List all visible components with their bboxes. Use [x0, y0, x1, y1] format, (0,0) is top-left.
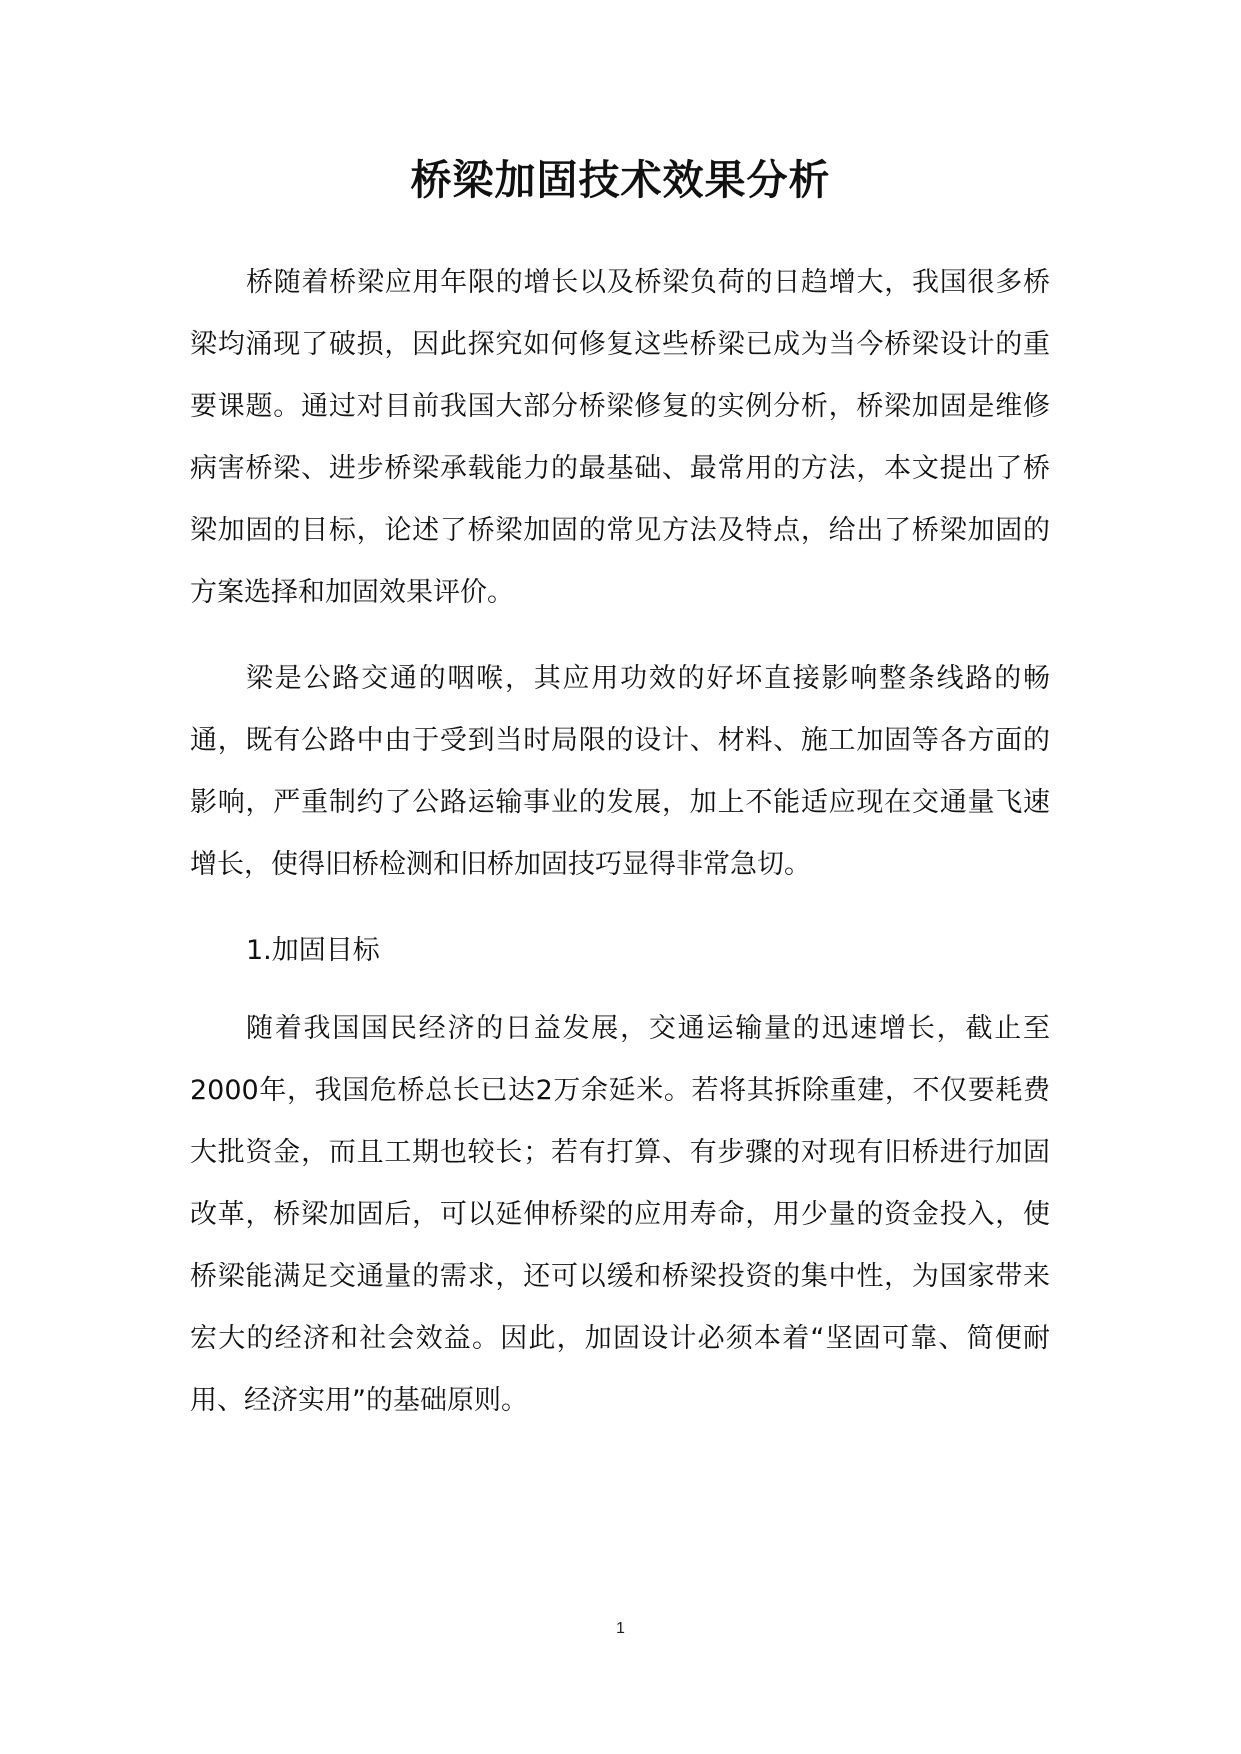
paragraph-introduction: 梁是公路交通的咽喉，其应用功效的好坏直接影响整条线路的畅通，既有公路中由于受到当时局限的设计、材料、施工加固等各方面的影响，严重制约了公路运输事业的发展，加上不能适应现在交通量飞速增长，使得旧桥检测和旧桥加固技巧显得非常急切。: [190, 663, 1050, 880]
section-heading: 1.加固目标: [246, 935, 380, 966]
document-body: [190, 252, 1050, 1456]
document-title: 桥梁加固技术效果分析: [410, 156, 831, 204]
paragraph-abstract: 桥随着桥梁应用年限的增长以及桥梁负荷的日趋增大，我国很多桥梁均涌现了破损，因此探究如何修复这些桥梁已成为当今桥梁设计的重要课题。通过对目前我国大部分桥梁修复的实例分析，桥梁加固是维修病害桥梁、进步桥梁承载能力的最基础、最常用的方法，本文提出了桥梁加固的目标，论述了桥梁加固的常见方法及特点，给出了桥梁加固的方案选择和加固效果评价。: [190, 267, 1050, 608]
paragraph-section-1: 随着我国国民经济的日益发展，交通运输量的迅速增长，截止至2000年，我国危桥总长已达2万余延米。若将其拆除重建，不仅要耗费大批资金，而且工期也较长；若有打算、有步骤的对现有旧桥进行加固改革，桥梁加固后，可以延伸桥梁的应用寿命，用少量的资金投入，使桥梁能满足交通量的需求，还可以缓和桥梁投资的集中性，为国家带来宏大的经济和社会效益。因此，加固设计必须本着“坚固可靠、简便耐用、经济实用”的基础原则。: [190, 1013, 1050, 1416]
page-number: 1: [616, 1620, 625, 1637]
